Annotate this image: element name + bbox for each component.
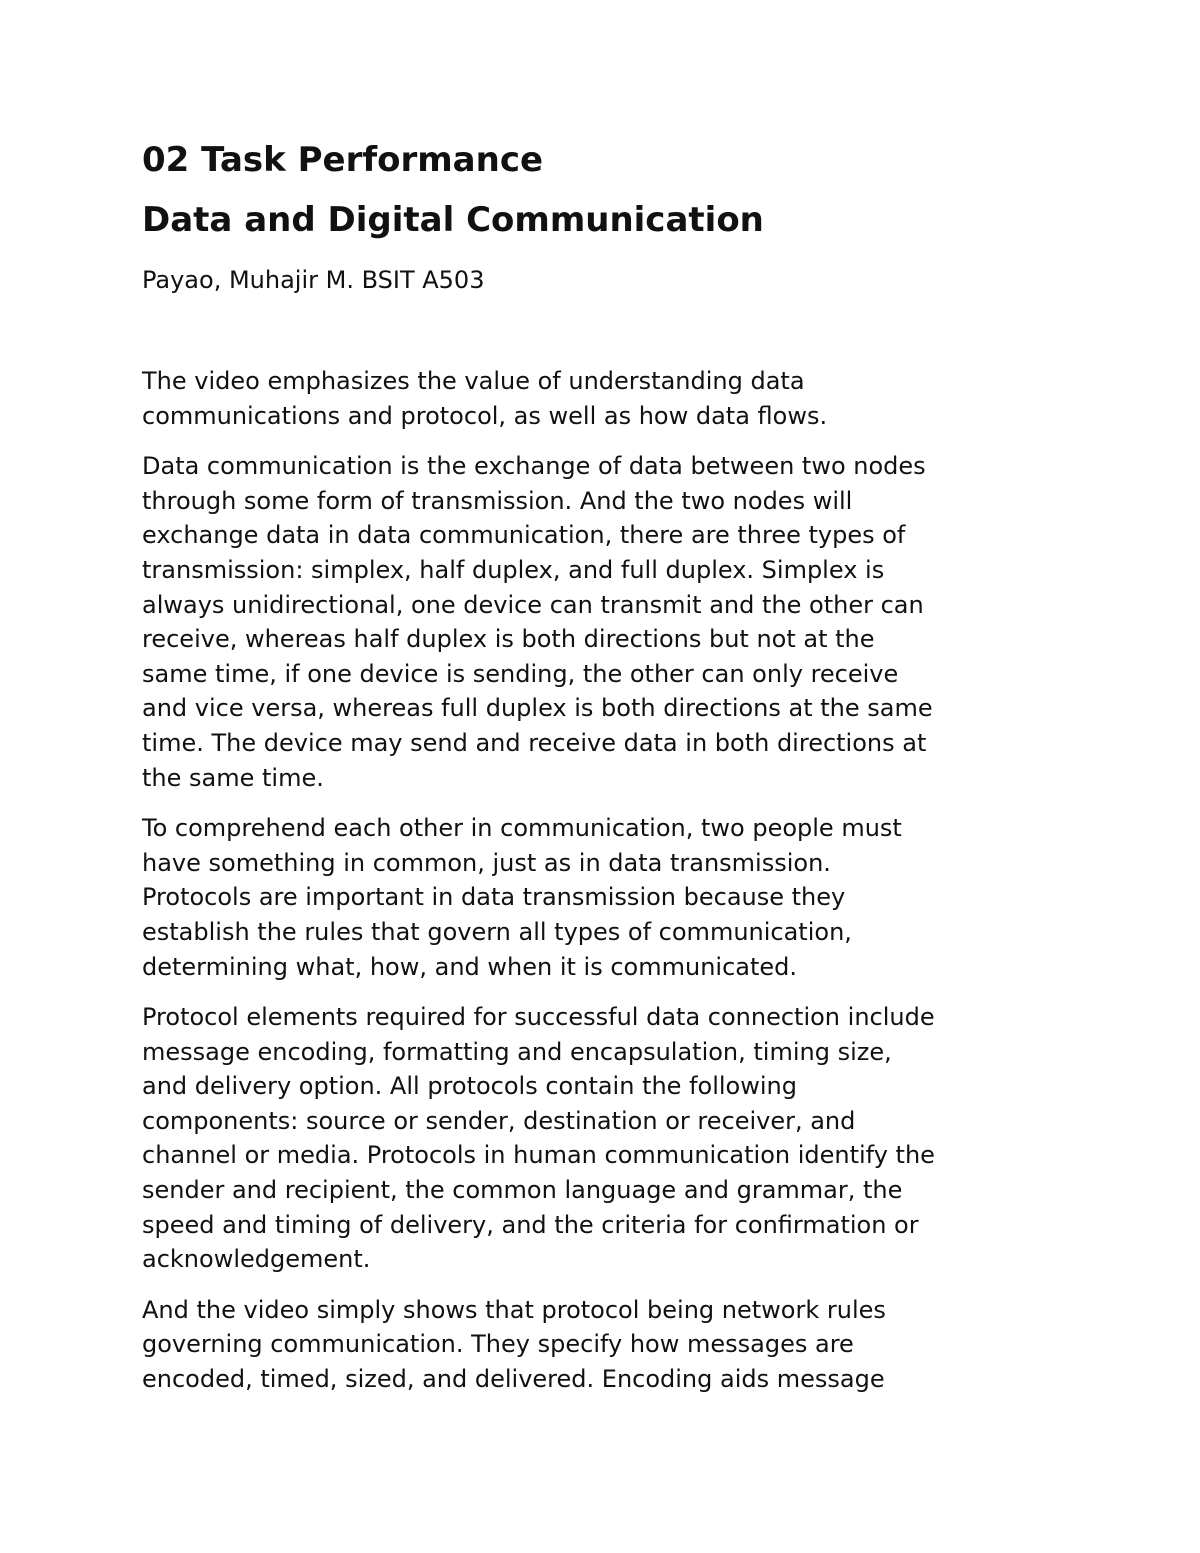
- paragraph-intro: The video emphasizes the value of understanding data communications and protocol, as well as how data flows.: [142, 367, 828, 430]
- paragraph-list: [142, 364, 1062, 1397]
- paragraph-protocol-importance: To comprehend each other in communication, two people must have something in common, just as in data transmission. Protocols are important in data transmission because they establish the rules that govern all types of communication, determining what, how, and when it is communicated.: [142, 814, 902, 981]
- paragraph-protocol-elements: Protocol elements required for successful data connection include message encoding, formatting and encapsulation, timing size, and delivery option. All protocols contain the following components: source or sender, destination or receiver, and channel or media. Protocols in human communication identify the sender and recipient, the common language and grammar, the speed and timing of delivery, and the criteria for confirmation or acknowledgement.: [142, 1003, 935, 1274]
- author-line: Payao, Muhajir M. BSIT A503: [142, 266, 485, 294]
- paragraph-video-summary: And the video simply shows that protocol being network rules governing communication. They specify how messages are encoded, timed, sized, and delivered. Encoding aids message: [142, 1295, 886, 1394]
- document-title: 02 Task Performance: [142, 140, 544, 180]
- paragraph-transmission-types: Data communication is the exchange of data between two nodes through some form of transmission. And the two nodes will exchange data in data communication, there are three types of transmission: simplex, half duplex, and full duplex. Simplex is always unidirectional, one device can transmit and the other can receive, whereas half duplex is both directions but not at the same time, if one device is sending, the other can only receive and vice versa, whereas full duplex is both directions at the same time. The device may send and receive data in both directions at the same time.: [142, 452, 933, 792]
- document-body: [142, 138, 1062, 1413]
- document-subtitle: Data and Digital Communication: [142, 200, 764, 240]
